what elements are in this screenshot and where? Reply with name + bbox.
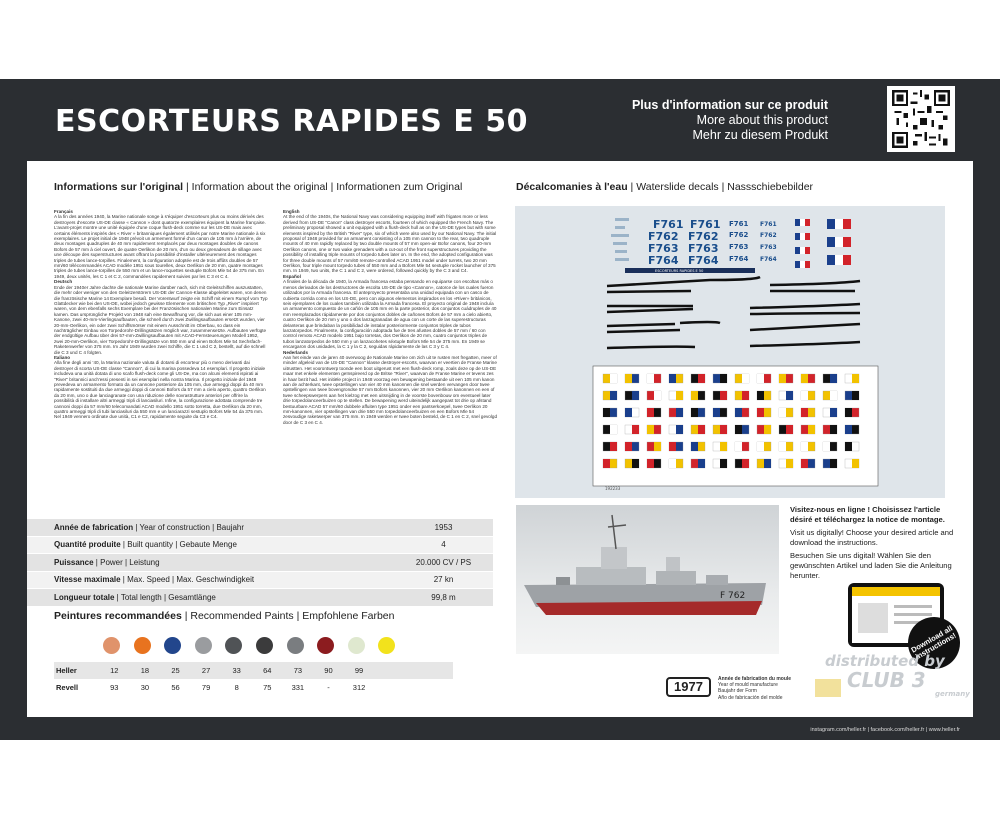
decal-code: F764 xyxy=(648,254,679,267)
signal-flag-part xyxy=(669,459,676,468)
paint-swatch xyxy=(348,637,365,654)
signal-flag-part xyxy=(698,374,705,383)
paint-swatch xyxy=(317,637,334,654)
hull-number: F 762 xyxy=(720,591,746,601)
signal-flag-part xyxy=(603,408,610,417)
signal-flag-part xyxy=(720,425,727,434)
decal-code: F764 xyxy=(760,256,777,263)
signal-flag-part xyxy=(801,374,808,383)
spec-row: Vitesse maximale | Max. Speed | Max. Geschwindigkeit 27 kn xyxy=(27,572,493,590)
decal-sheet-image xyxy=(515,206,945,498)
signal-flag-part xyxy=(654,391,661,400)
more-info-en: More about this product xyxy=(696,113,828,127)
more-info-de: Mehr zu diesem Produkt xyxy=(692,128,828,142)
paint-row-revell: Revell 93 30 56 79 8 75 331 - 312 xyxy=(56,683,366,692)
signal-flag-part xyxy=(801,442,808,451)
signal-flag-part xyxy=(720,442,727,451)
signal-flag-part xyxy=(830,391,837,400)
signal-flag-part xyxy=(830,408,837,417)
visit-block xyxy=(790,505,960,584)
signal-flag-part xyxy=(779,442,786,451)
signal-flag-part xyxy=(808,425,815,434)
decal-code: F764 xyxy=(688,254,719,267)
signal-flag-part xyxy=(610,425,617,434)
signal-flag-part xyxy=(720,459,727,468)
signal-flag-part xyxy=(676,391,683,400)
model-photo xyxy=(516,505,779,654)
signal-flag-part xyxy=(786,459,793,468)
specs-table xyxy=(27,519,493,607)
signal-flag-part xyxy=(845,442,852,451)
signal-flag-part xyxy=(654,442,661,451)
paint-row-heller: Heller 12 18 25 27 33 64 73 90 99 xyxy=(54,662,453,679)
signal-flag-part xyxy=(647,408,654,417)
signal-flag-part xyxy=(647,459,654,468)
signal-flag-part xyxy=(676,425,683,434)
signal-flag-part xyxy=(691,391,698,400)
signal-flag-part xyxy=(698,425,705,434)
signal-flag-part xyxy=(603,459,610,468)
decal-code: F763 xyxy=(760,244,777,251)
signal-flag-part xyxy=(625,442,632,451)
footer-links: instagram.com/heller.fr | facebook.com/heller.fr | www.heller.fr xyxy=(810,727,960,733)
decal-code: F761 xyxy=(690,218,721,231)
decal-code: F761 xyxy=(760,221,777,228)
spec-row: Longueur totale | Total length | Gesamtlänge 99,8 m xyxy=(27,589,493,607)
spec-row: Puissance | Power | Leistung 20.000 CV / PS xyxy=(27,554,493,572)
signal-flag-part xyxy=(735,442,742,451)
more-info-fr: Plus d'information sur ce produit xyxy=(631,98,828,112)
paint-swatch xyxy=(103,637,120,654)
signal-flag-part xyxy=(845,408,852,417)
qr-code-icon xyxy=(891,90,951,148)
visit-fr: Visitez-nous en ligne ! Choisissez l'article désiré et téléchargez la notice de montage. xyxy=(790,505,945,524)
signal-flag-part xyxy=(676,408,683,417)
spec-row: Année de fabrication | Year of construction | Baujahr 1953 xyxy=(27,519,493,537)
signal-flag-part xyxy=(669,442,676,451)
signal-flag-part xyxy=(757,374,764,383)
mould-year-text: Année de fabrication du moule Year of mould manufacture Baujahr der Form Año de fabricación del molde xyxy=(718,676,792,701)
paint-swatch xyxy=(134,637,151,654)
decals-heading: Décalcomanies à l'eau | Waterslide decals | Nassschiebebilder xyxy=(516,181,814,193)
signal-flag-part xyxy=(691,442,698,451)
decal-band-text: ESCORTEURS RAPIDES E 50 xyxy=(655,269,704,273)
paint-swatch xyxy=(287,637,304,654)
signal-flag-part xyxy=(735,425,742,434)
distributor-watermark: distributed by CLUB 3 germany xyxy=(825,652,970,698)
signal-flag-part xyxy=(830,459,837,468)
signal-flag-part xyxy=(632,391,639,400)
visit-de: Besuchen Sie uns digital! Wählen Sie den gewünschten Artikel und laden Sie die Anleitung herunter. xyxy=(790,551,952,580)
spec-row: Quantité produite | Built quantity | Gebaute Menge 4 xyxy=(27,537,493,555)
visit-en: Visit us digitally! Choose your desired article and download the instructions. xyxy=(790,528,954,547)
signal-flag-part xyxy=(801,459,808,468)
signal-flag-part xyxy=(779,374,786,383)
signal-flag-part xyxy=(786,425,793,434)
signal-flag-part xyxy=(735,408,742,417)
original-text-col2: English At the end of the 1940s, the National Navy was considering equipping itself with frigates more or less derived from US-DE "Canon" class destroyer escorts, fourteen of which equipped the French Navy. The preliminary proposal showed a unit equipped with a flush-deck hull as on the US-DE types but with some elements inspired by the British "River" type, six of which were also used by our National Navy. The initial proposal of 1948 provided for an armament consisting of a 105 mm cannon to the rear, two quadruple mounts of 40 mm rapidly replaced by two double mounts of 57 mm open-air Bofor canons, four 20-mm Oerlikon canons, one or two wake grenaders with a cut-out of the front superstructures providing the possibility of installing triple mounts of torpedo tubes later on. In the end, the adopted configuration was for three double mounts of 57 mm/60 remote-controlled ACAD 1951 model under turrets, two 20 mm Oerlikon, four triple mount torpedo tubes of 550 mm and a Bofors Mle 54 sextuple rocket launcher of 375 mm. In 1949, two units, the C 1 and C 2, were ordered, followed quickly by the C 3 and C4. Español A finales de la década de 1940, la Armada francesa estaba pensando en equiparse con escoltas más o menos derivados de los destructores de escolta US-DE de tipo «Cannon», catorce de los cuales fueron utilizados por la Armada francesa. El anteproyecto presentaba una unidad equipada con un casco de cubierta corrida como en los US-DE, pero con algunos elementos inspirados en los «River» británicos, seis ejemplares de los cuales también utilizaba la Armada francesa. El proyecto original de 1948 incluía un armamento compuesto de un cañón de 105 mm en la parte posterior, dos conjuntos cuádruples de 40 mm reemplazados rápidamente por dos conjuntos dobles de cañones Bofors de 57 mm a cielo abierto, cuatro Oerlikon de 20 mm y uno o dos lanzagranadas de agua con un corte de las superestructuras delanteras que brindaban la posibilidad de instalar posteriormente conjuntos triples de tubos lanzatorpedos. Finalmente, la configuración adoptada fue de tres afustes dobles de 57 mm / 60 con control remoto ACAD modelo 1951 bajo torretas, dos Oerlikon de 20 mm, cuatro conjuntos triples de tubos lanzatorpedos de 550 mm y un lanzacohetes séxtuple Bofors Mle 54 de 375 mm. En 1949 se encargaron dos unidades, la C 1 y la C 2, seguidas rápidamente de las C 3 y C 4. Nederlands Aan het einde van de jaren 40 overwoog de Nationale Marine om zich uit te rusten met fregatten, meer of minder afgeleid van de US-DE "Cannon" klasse destroyer-escorts, waarvan er veertien de Franse Marine uitrustten. Het voorontwerp toonde een boot uitgerust met een flush-deck romp, zoals deze op de US-DE maar met enkele elementen geïnspireerd op de Britse "River", waarvan de Franse Marine er tevens zes in haar bezit had. Het initiële project in 1948 voorzag een bewapening bestaande uit een 105 mm kanon aan de achterkant, twee opstellingen van vier 40 mm kanonnen die snel werden vervangen door twee opstellingen van twee bovengrondse 57 mm Bofors kanonnen, vier 20 mm Oerlikon kanonnen en een of twee scheepswerpers aan het kielzog met een uitsnijding in de voorste bovenbouw om eventueel later drie torpedolanceerbuizen op te stellen. De bewapening werd uiteindelijk aangepast tot drie op afstand bestuurbare ACAD 57 mm/60 dubbele affuiten type 1951 onder een pantserkoepel, twee Oerlikon 20 mm-kanonnen, vier opstellingen van drie 550 mm torpedolanceerbuizen en een Bofors Mle 54 zesvoudige raketwerper van 375 mm. In 1949 werden er twee boten besteld, de C 1 en C 2, snel gevolgd door de C 3 en C 4. xyxy=(283,209,497,425)
signal-flag-part xyxy=(610,391,617,400)
signal-flag-part xyxy=(669,374,676,383)
signal-flag-part xyxy=(823,442,830,451)
signal-flag-part xyxy=(691,408,698,417)
signal-flag-part xyxy=(647,425,654,434)
signal-flag-part xyxy=(830,425,837,434)
signal-flag-part xyxy=(632,459,639,468)
signal-flag-part xyxy=(801,391,808,400)
signal-flag-part xyxy=(698,459,705,468)
signal-flag-part xyxy=(764,425,771,434)
signal-flag-part xyxy=(742,374,749,383)
decal-sheet-ref: 192233 xyxy=(605,486,621,491)
decal-code: F763 xyxy=(688,242,719,255)
signal-flag-part xyxy=(830,374,837,383)
decal-sheet xyxy=(515,206,945,498)
signal-flag-part xyxy=(801,408,808,417)
page-title: ESCORTEURS RAPIDES E 50 xyxy=(55,104,528,139)
decal-code: F762 xyxy=(688,230,719,243)
qr-code[interactable] xyxy=(887,86,955,152)
paint-swatches xyxy=(103,637,409,654)
signal-flag-part xyxy=(764,459,771,468)
paints-heading: Peintures recommandées | Recommended Paints | Empfohlene Farben xyxy=(54,610,395,622)
signal-flag-part xyxy=(610,374,617,383)
mould-year: 1977 xyxy=(666,677,711,697)
signal-flag-part xyxy=(757,391,764,400)
signal-flag-part xyxy=(610,442,617,451)
paint-swatch xyxy=(225,637,242,654)
original-info-heading: Informations sur l'original | Information about the original | Informationen zum Original xyxy=(54,181,463,193)
paint-swatch xyxy=(195,637,212,654)
signal-flag-part xyxy=(742,391,749,400)
signal-flag-part xyxy=(647,374,654,383)
signal-flag-part xyxy=(720,374,727,383)
signal-flag-part xyxy=(632,425,639,434)
signal-flag-part xyxy=(757,442,764,451)
decal-code: F762 xyxy=(729,231,749,239)
paint-swatch xyxy=(164,637,181,654)
signal-flag-part xyxy=(720,391,727,400)
signal-flag-part xyxy=(845,425,852,434)
signal-flag-part xyxy=(742,459,749,468)
signal-flag-part xyxy=(852,391,859,400)
decal-code: F762 xyxy=(648,230,679,243)
decal-code: F764 xyxy=(729,255,749,263)
signal-flag-part xyxy=(779,408,786,417)
decal-code: F761 xyxy=(729,220,749,228)
signal-flag-part xyxy=(786,391,793,400)
decal-code: F761 xyxy=(653,218,684,231)
signal-flag-part xyxy=(757,408,764,417)
paint-swatch xyxy=(256,637,273,654)
paint-swatch xyxy=(378,637,395,654)
signal-flag-part xyxy=(713,408,720,417)
original-text-col1: Français A la fin des années 1940, la Marine nationale songe à s'équiper d'escorteurs plus ou moins dérivés des destroyers d'escorte US-DE classe « Cannon » dont quatorze exemplaires équipent la Marine française. L'avant-projet montre une unité équipée d'une coque flush-deck comme sur les US-DE mais avec certains éléments inspirés des « River » britanniques également utilisés par notre Marine nationale à six exemplaires. Le projet initial de 1948 prévoit un armement formé d'un canon de 105 mm à l'arrière, de deux montages quadruples de 40 mm rapidement remplacés par deux montages doubles de canons Bofors de 57 mm à ciel ouvert, de quatre Oerlikon de 20 mm, d'un ou deux grenadeurs de sillage avec une découpe des superstructures avant offrant la possibilité d'installer ultérieurement des montages triples de tubes lance-torpilles. Finalement, la configuration adoptée est de trois affûts doubles de 57 mm/60 télécommandés ACAD modèle 1951 sous tourelles, deux Oerlikon de 20 mm, quatre montages triples de tubes lance-torpilles de 550 mm et un lance-roquettes sextuple Bofors Mle 54 de 375 mm. En 1949, deux unités, les C 1 et C 2, commandées rapidement suivies par les C 3 et C 4. Deutsch Ende der 1940er Jahre dachte die nationale Marine darüber nach, sich mit Geleitschiffen auszustatten, die mehr oder weniger von den Geleitzerstörern US-DE der Cannon-Klasse abgeleitet waren, von denen die französische Marine 14 Exemplare besaß. Der Vorentwurf zeigte ein Schiff mit einem Rumpf vom Typ Glattdecker wie bei den US-DE, wobei jedoch gewisse Elemente vom britischen Typ „River" inspiriert waren, von dem ebenfalls sechs Exemplare bei der Französischen nationalen Marine zum Einsatz kamen. Das ursprüngliche Projekt von 1948 sah eine Bewaffnung vor, die sich aus einer 105 mm-Kanone, zwei 40-mm-Vierlingsaufbauten, die schnell durch zwei Zwillingsaufbauten ersetzt wurden, vier 20-mm-Oerlikon, ein oder zwei Schiffsmörser mit einem Ausschnitt im Oberbau, so dass ein nachträglicher Einbau von Torpedorohr-Drillingsätzen möglich war, zusammensetzte. Aufbauten verfügte der endgültige Aufbau über drei 57-mm-Zwillingsaufbauten mit ACAD-Fernsteuerungen Modell 1952, zwei 20-mm-Oerlikon, vier Torpedorohr-Drillingsätze von 550 mm und einen Bofors Mle 54 Sechsfach-Raketenwerfer von 375 mm. Im Jahr 1949 wurden zwei Schiffe, die C 1 und C 2, bestellt, auf die schnell die C 3 und C 4 folgten. Italiano Alla fine degli anni '40, la Marina nazionale valuta di dotarsi di escorteur più o meno derivanti dai destroyer di scorta US-DE classe "Cannon", di cui la marina possedeva 14 esemplari. Il progetto iniziale includeva una unità dotata di uno scafo flush-deck come gli US-De, ma con alcuni elementi ispirati ai "River" britannici anch'essi presenti in sei esemplari nella nostra Marina. Il progetto iniziale del 1948 prevedeva un armamento formato da un cannone posteriore da 105 mm, due armeggi doppi da 40 mm rapidamente sostituiti da due armeggi doppi di cannoni Bofors da 57 mm a cielo aperto, quattro Oerlikon da 20 mm, uno o due lanciagranate con una riduzione delle sovrastrutture anteriori per offrire la possibilità di installare altri armeggi tripli di lanciasiluri. Infine, la configurazione adottata comprende tre cannoni doppi da 57 mm/60 telecomandati ACAD modello 1951 sotto torretta, due Oerlikon da 20 mm, quattro armeggi tripli di tubi lanciasiluri da 550 mm e un lanciarazzi sestuplo Bofors Mle 54 da 375 mm. Nel 1949 vennero ordinate due unità, C1 e C2, rapidamente seguite da C3 e C4. xyxy=(54,209,268,420)
paint-table xyxy=(54,662,453,696)
download-badge[interactable]: Download all instructions! xyxy=(898,607,969,678)
more-info-block xyxy=(632,98,828,143)
decal-code: F763 xyxy=(729,243,749,251)
signal-flag-part xyxy=(852,374,859,383)
signal-flag-part xyxy=(625,374,632,383)
signal-flag-part xyxy=(852,459,859,468)
ship-model-image xyxy=(516,505,779,654)
decal-code: F762 xyxy=(760,232,777,239)
decal-code: F763 xyxy=(648,242,679,255)
signal-flag-part xyxy=(625,408,632,417)
